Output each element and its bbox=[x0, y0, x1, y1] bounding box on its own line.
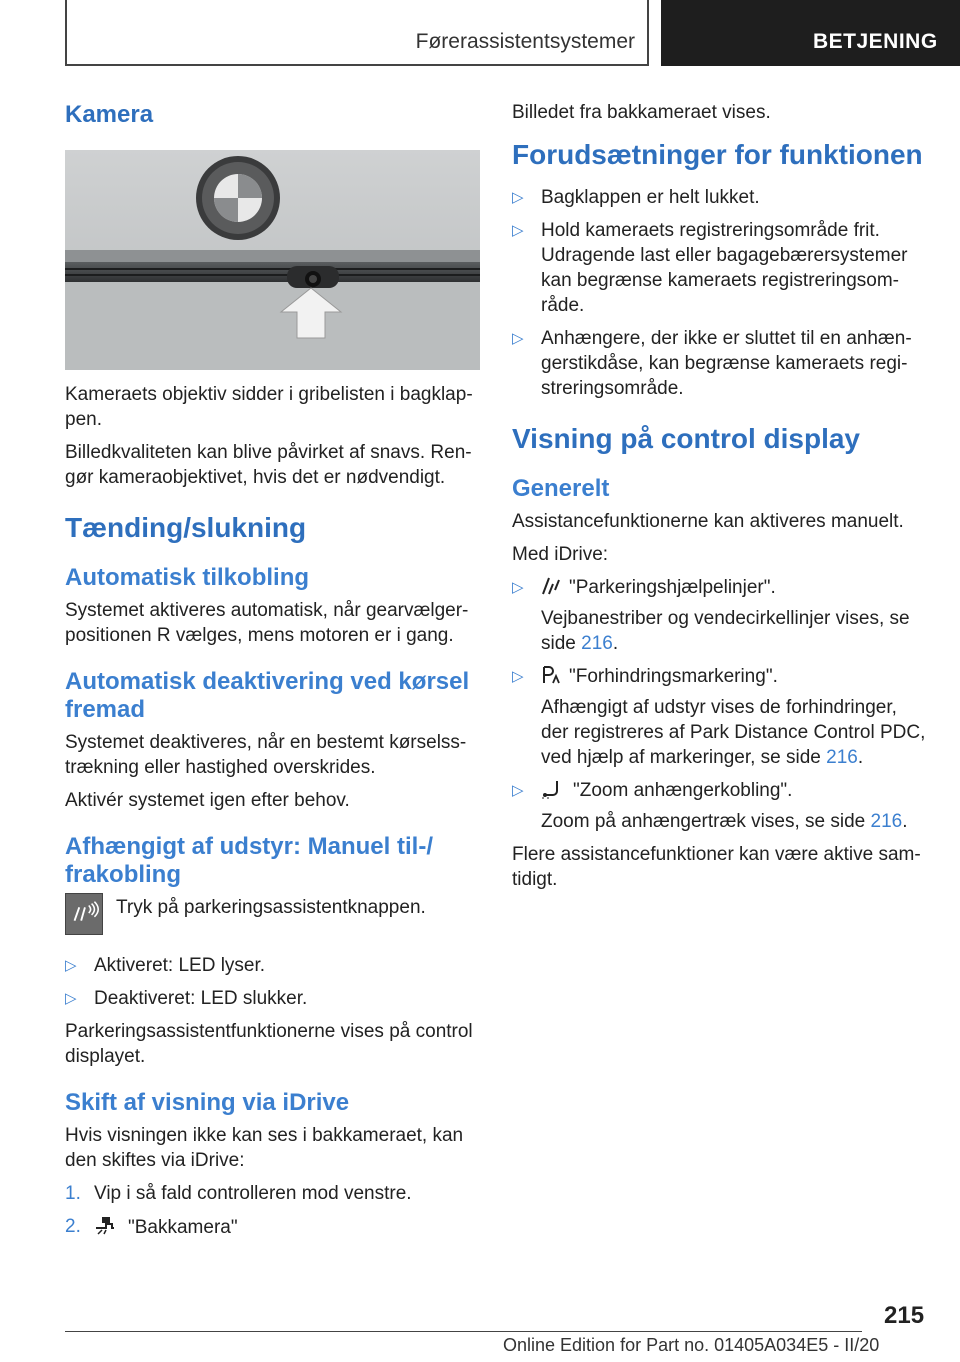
list-item: ▷ Hold kameraets registreringsområde frit. Udragende last eller bagagebærersystemer kan begrænse kameraets registreringsom-råde. bbox=[512, 220, 908, 316]
taending-heading: Tænding/slukning bbox=[65, 512, 307, 543]
generelt-text: Assistancefunktionerne kan aktiveres manuelt. bbox=[512, 511, 904, 532]
manuel-heading: Afhængigt af udstyr: Manuel til-/ frakobling bbox=[65, 833, 433, 888]
auto-tilkobling-heading: Automatisk tilkobling bbox=[65, 564, 310, 591]
park-assist-button-row bbox=[65, 895, 480, 939]
list-item: ▷ Bagklappen er helt lukket. bbox=[512, 187, 760, 208]
page-link-216[interactable]: 216 bbox=[581, 633, 613, 654]
footer-edition: Online Edition for Part no. 01405A034E5 - II/20 bbox=[503, 1335, 880, 1355]
triangle-marker-icon: ▷ bbox=[65, 957, 77, 974]
forudsaetninger-heading: Forudsætninger for funktionen bbox=[512, 139, 923, 170]
list-item: ▷ Aktiveret: LED lyser. bbox=[65, 955, 266, 976]
step-number: 2. bbox=[65, 1216, 81, 1237]
camera-location-text: Kameraets objektiv sidder i gribelisten i bagklap-pen. bbox=[65, 384, 473, 430]
list-item: 1. Vip i så fald controlleren mod venstre. bbox=[65, 1183, 412, 1204]
image-quality-text: Billedkvaliteten kan blive påvirket af snavs. Ren-gør kameraobjektivet, hvis det er nødvendigt. bbox=[65, 442, 472, 488]
list-item: ▷ Deaktiveret: LED slukker. bbox=[65, 988, 308, 1009]
list-item: ▷ "Parkeringshjælpelinjer". Vejbanestriber og vendecirkellinjer vises, se side 216. bbox=[512, 577, 910, 654]
list-item: ▷ "Zoom anhængerkobling". Zoom på anhængertræk vises, se side 216. bbox=[512, 780, 908, 832]
trailer-hitch-icon bbox=[541, 779, 565, 799]
header-section-title: Førerassistentsystemer bbox=[415, 30, 635, 53]
triangle-marker-icon: ▷ bbox=[512, 668, 524, 685]
triangle-marker-icon: ▷ bbox=[512, 579, 524, 596]
kamera-heading: Kamera bbox=[65, 101, 154, 128]
header-chapter-title: BETJENING bbox=[813, 30, 938, 53]
triangle-marker-icon: ▷ bbox=[512, 782, 524, 799]
step-number: 1. bbox=[65, 1183, 81, 1204]
camera-image-shown-text: Billedet fra bakkameraet vises. bbox=[512, 102, 771, 123]
page-link-216[interactable]: 216 bbox=[826, 747, 858, 768]
led-status-list bbox=[65, 953, 480, 1011]
auto-deaktivering-text: Systemet deaktiveres, når en bestemt kørselss-trækning eller hastighed overskrides. bbox=[65, 732, 467, 778]
header-chapter-tab bbox=[661, 0, 960, 66]
skift-heading: Skift af visning via iDrive bbox=[65, 1089, 350, 1116]
visning-heading: Visning på control display bbox=[512, 423, 860, 454]
rear-camera-icon bbox=[94, 1214, 120, 1236]
left-column bbox=[65, 100, 480, 1248]
parking-lines-icon bbox=[541, 576, 561, 596]
generelt-heading: Generelt bbox=[512, 475, 610, 502]
park-assist-button-icon bbox=[65, 893, 103, 935]
idrive-options-list bbox=[512, 575, 927, 834]
list-item: ▷ "Forhindringsmarkering". Afhængigt af udstyr vises de forhindringer, der registreres af Park Distance Control PDC, ved hjælp af markeringer, se side 216. bbox=[512, 666, 926, 768]
obstacle-marking-icon bbox=[541, 665, 561, 685]
auto-deaktivering-heading: Automatisk deaktivering ved kørsel fremad bbox=[65, 668, 470, 723]
multiple-active-text: Flere assistancefunktioner kan være aktive sam-tidigt. bbox=[512, 844, 921, 890]
park-assist-display-text: Parkeringsassistentfunktionerne vises på control displayet. bbox=[65, 1021, 473, 1067]
park-assist-button-text: Tryk på parkeringsassistentknappen. bbox=[116, 897, 426, 918]
med-idrive-text: Med iDrive: bbox=[512, 544, 609, 565]
triangle-marker-icon: ▷ bbox=[512, 189, 524, 206]
forudsaetninger-list bbox=[512, 185, 927, 401]
triangle-marker-icon: ▷ bbox=[512, 330, 524, 347]
list-item: ▷ Anhængere, der ikke er sluttet til en anhæn-gerstikdåse, kan begrænse kameraets regi-streringsområde. bbox=[512, 328, 912, 399]
auto-tilkobling-text: Systemet aktiveres automatisk, når gearvælger-positionen R vælges, mens motoren er i gang. bbox=[65, 600, 469, 646]
footer-divider bbox=[65, 1331, 862, 1332]
list-item: 2. "Bakkamera" bbox=[65, 1216, 238, 1238]
reactivate-text: Aktivér systemet igen efter behov. bbox=[65, 790, 350, 811]
page-number: 215 bbox=[884, 1302, 925, 1329]
idrive-steps-list bbox=[65, 1181, 480, 1240]
header-section-tab bbox=[65, 0, 649, 66]
skift-text: Hvis visningen ikke kan ses i bakkameraet, kan den skiftes via iDrive: bbox=[65, 1125, 464, 1171]
right-column bbox=[512, 100, 927, 900]
camera-photo bbox=[65, 150, 480, 370]
triangle-marker-icon: ▷ bbox=[65, 990, 77, 1007]
triangle-marker-icon: ▷ bbox=[512, 222, 524, 239]
page-link-216[interactable]: 216 bbox=[870, 811, 903, 832]
